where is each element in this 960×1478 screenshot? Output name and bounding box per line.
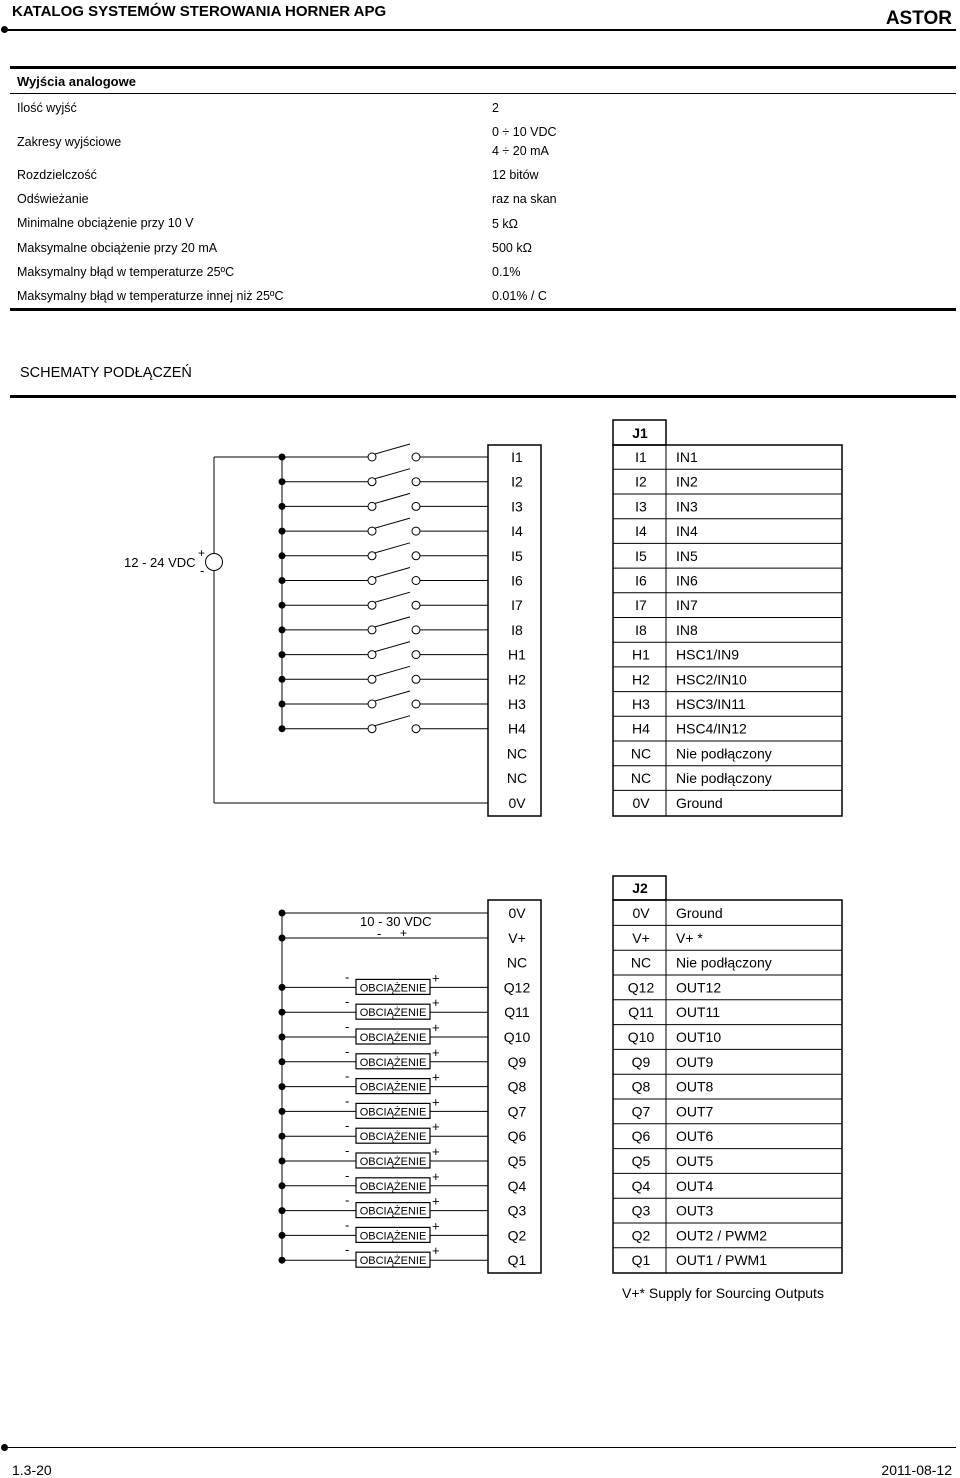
output-load-plus: + — [432, 1243, 440, 1259]
j2-supply-label: 10 - 30 VDC — [360, 914, 432, 929]
j1-table-pin: I1 — [635, 449, 647, 465]
input-1-switch-contact-a — [368, 453, 376, 461]
input-11-switch-contact-a — [368, 700, 376, 708]
j2-table-pin: Q10 — [627, 1029, 655, 1045]
input-10-switch-contact-b — [412, 675, 420, 683]
j2-table-function: V+ * — [676, 929, 703, 946]
j2-supply-node-vplus — [279, 935, 286, 942]
output-load-label: OBCIĄŻENIE — [359, 1180, 427, 1193]
input-8-switch-lever — [375, 617, 410, 627]
j1-terminal-pin: NC — [506, 770, 528, 787]
output-load-minus: - — [345, 1242, 350, 1258]
j1-terminal-pin: H2 — [508, 671, 526, 688]
j1-table-pin: H3 — [632, 696, 650, 712]
spec-label-resolution: Rozdzielczość — [17, 168, 97, 182]
input-10-switch-contact-a — [368, 675, 376, 683]
footer-rule-dot — [1, 1444, 8, 1451]
spec-value-min-load: 5 kΩ — [492, 217, 519, 231]
footer-rule — [4, 1447, 956, 1448]
spec-value-max-error-other: 0.01% / C — [492, 289, 547, 303]
output-load-label: OBCIĄŻENIE — [359, 1255, 427, 1268]
input-6-switch-contact-b — [412, 577, 420, 585]
input-5-junction — [279, 552, 286, 559]
j2-terminal-pin: Q2 — [507, 1227, 527, 1244]
j2-terminal-pin: Q12 — [503, 979, 531, 996]
j1-table-pin: I7 — [635, 597, 647, 614]
j2-table-function: OUT2 / PWM2 — [676, 1227, 768, 1244]
j2-terminal-pin: Q6 — [507, 1128, 527, 1145]
j1-table-function: HSC2/IN10 — [676, 671, 747, 688]
j1-table-pin: H1 — [632, 646, 650, 663]
input-12-switch-contact-b — [412, 725, 420, 733]
input-4-junction — [279, 528, 286, 535]
j1-table-function: IN8 — [676, 621, 698, 638]
j2-terminal-pin: NC — [506, 954, 528, 971]
spec-label-max-error-25: Maksymalny błąd w temperaturze 25ºC — [17, 265, 235, 279]
output-load-label: OBCIĄŻENIE — [359, 1106, 427, 1119]
j2-terminal-pin: Q5 — [507, 1153, 527, 1169]
j1-table-pin: I4 — [635, 523, 647, 540]
input-5-switch-contact-a — [368, 552, 376, 560]
j2-table-function: OUT11 — [676, 1004, 721, 1021]
spec-value-output-range-voltage: 0 ÷ 10 VDC — [492, 125, 557, 139]
j1-table-function: HSC1/IN9 — [676, 646, 740, 663]
j1-table-pin: I6 — [635, 572, 647, 589]
j2-supply-plus: + — [400, 926, 408, 940]
j2-table-pin: Q2 — [631, 1227, 651, 1244]
input-2-junction — [279, 478, 286, 485]
j1-table-function: IN4 — [676, 523, 698, 540]
output-load-label: OBCIĄŻENIE — [359, 1230, 427, 1243]
j2-table-pin: Q5 — [631, 1153, 651, 1169]
j1-terminal-pin: I7 — [511, 597, 523, 614]
input-12-switch-contact-a — [368, 725, 376, 733]
j1-table-function: HSC4/IN12 — [676, 720, 747, 737]
j1-table-pin: 0V — [632, 794, 650, 811]
j2-table-pin: Q6 — [631, 1128, 651, 1145]
j2-table-function: OUT8 — [676, 1078, 714, 1095]
j2-table-function: OUT12 — [676, 979, 722, 996]
j2-table-function: OUT5 — [676, 1153, 714, 1169]
output-load-label: OBCIĄŻENIE — [359, 1205, 427, 1218]
j1-terminal-pin: NC — [506, 745, 528, 762]
j2-terminal-pin: Q8 — [507, 1078, 527, 1095]
input-5-switch-contact-b — [412, 552, 420, 560]
output-load-label: OBCIĄŻENIE — [359, 982, 427, 995]
j1-table-pin: H2 — [632, 671, 650, 688]
spec-label-min-load: Minimalne obciążenie przy 10 V — [17, 216, 194, 230]
input-6-junction — [279, 577, 286, 584]
j1-table-pin: NC — [630, 770, 652, 787]
j1-supply-label: 12 - 24 VDC — [124, 555, 196, 570]
j2-table-function: OUT9 — [676, 1053, 714, 1070]
j1-table-function: IN1 — [676, 449, 698, 465]
j1-table-function: IN2 — [676, 473, 698, 490]
input-11-junction — [279, 701, 286, 708]
output-load-minus: - — [345, 1217, 350, 1233]
j1-table-pin: I5 — [635, 547, 647, 564]
brand-name: ASTOR — [885, 8, 952, 29]
j2-terminal-pin: Q3 — [507, 1202, 527, 1219]
output-load-plus: + — [432, 1193, 440, 1209]
output-load-minus: - — [345, 1019, 350, 1034]
input-11-switch-lever — [375, 691, 410, 701]
j1-supply-minus: - — [200, 563, 205, 578]
input-12-junction — [279, 725, 286, 732]
output-load-plus: + — [432, 1168, 440, 1184]
j1-table-function: IN3 — [676, 498, 698, 515]
j1-terminal-pin: I5 — [511, 547, 523, 564]
output-load-minus: - — [345, 1143, 350, 1158]
j1-table-pin: I2 — [635, 473, 647, 490]
spec-label-max-error-other: Maksymalny błąd w temperaturze innej niż 25ºC — [17, 289, 284, 303]
schematics-title: SCHEMATY PODŁĄCZEŃ — [20, 365, 192, 381]
j2-table-pin: Q12 — [627, 979, 655, 996]
output-load-minus: - — [345, 1093, 350, 1109]
j2-terminal-pin: V+ — [508, 929, 526, 946]
j2-table-function: OUT6 — [676, 1128, 714, 1145]
input-9-junction — [279, 651, 286, 658]
j1-table-function: IN5 — [676, 547, 698, 564]
j2-terminal-pin: 0V — [508, 905, 526, 921]
input-12-switch-lever — [375, 716, 410, 726]
input-2-switch-contact-a — [368, 478, 376, 486]
spec-value-outputs-count: 2 — [492, 101, 499, 115]
input-3-switch-contact-a — [368, 502, 376, 510]
j2-table-pin: 0V — [632, 905, 650, 921]
output-load-label: OBCIĄŻENIE — [359, 1032, 427, 1044]
j2-terminal-pin: Q7 — [507, 1103, 527, 1120]
j2-terminal-pin: Q11 — [504, 1004, 530, 1021]
output-load-plus: + — [432, 1069, 440, 1085]
spec-label-outputs-count: Ilość wyjść — [17, 101, 77, 115]
output-load-minus: - — [345, 1167, 350, 1183]
j2-supply-node-0v — [279, 910, 286, 917]
j2-table-function: OUT7 — [676, 1103, 714, 1120]
j2-table-pin: Q7 — [631, 1103, 651, 1120]
input-7-switch-contact-b — [412, 601, 420, 609]
j2-table-pin: Q8 — [631, 1078, 651, 1095]
input-4-switch-contact-b — [412, 527, 420, 535]
input-9-switch-contact-b — [412, 651, 420, 659]
j1-bus-top-junction — [279, 454, 286, 461]
j2-table-pin: Q9 — [631, 1053, 651, 1070]
input-6-switch-contact-a — [368, 577, 376, 585]
output-load-plus: + — [432, 1144, 440, 1159]
output-load-plus: + — [432, 995, 440, 1011]
input-5-switch-lever — [375, 543, 410, 553]
j2-table-function: OUT10 — [676, 1029, 722, 1045]
spec-label-max-load: Maksymalne obciążenie przy 20 mA — [17, 241, 218, 255]
output-load-plus: + — [432, 970, 440, 986]
j2-table-function: Ground — [676, 905, 723, 921]
spec-value-max-error-25: 0.1% — [492, 265, 521, 279]
input-3-switch-lever — [375, 493, 410, 503]
input-9-switch-lever — [375, 642, 410, 652]
j1-terminal-pin: I6 — [511, 572, 523, 589]
j1-supply-plus: + — [198, 546, 206, 560]
input-6-switch-lever — [375, 568, 410, 578]
input-4-switch-lever — [375, 518, 410, 528]
j1-table-pin: NC — [630, 745, 652, 762]
j2-table-function: OUT1 / PWM1 — [676, 1252, 768, 1269]
spec-value-refresh: raz na skan — [492, 192, 557, 206]
input-9-switch-contact-a — [368, 651, 376, 659]
j1-terminal-pin: I2 — [511, 473, 523, 490]
j1-terminal-pin: 0V — [508, 794, 526, 811]
input-11-switch-contact-b — [412, 700, 420, 708]
j2-supply-minus: - — [377, 926, 382, 941]
j2-supply-note: V+* Supply for Sourcing Outputs — [622, 1285, 824, 1301]
j2-terminal-pin: Q9 — [507, 1053, 527, 1070]
j1-terminal-pin: H4 — [508, 720, 526, 737]
output-load-plus: + — [432, 1119, 440, 1135]
input-4-switch-contact-a — [368, 527, 376, 535]
j1-terminal-pin: H1 — [508, 646, 526, 663]
output-load-label: OBCIĄŻENIE — [359, 1156, 427, 1168]
j2-table-function: OUT3 — [676, 1202, 714, 1219]
input-8-junction — [279, 626, 286, 633]
j1-terminal-pin: H3 — [508, 696, 526, 712]
spec-label-output-ranges: Zakresy wyjściowe — [17, 135, 122, 149]
j2-table-pin: V+ — [632, 929, 650, 946]
j2-table-function: OUT4 — [676, 1177, 714, 1194]
j1-table-function: Nie podłączony — [676, 770, 772, 787]
input-1-switch-contact-b — [412, 453, 420, 461]
j2-table-pin: Q3 — [631, 1202, 651, 1219]
j2-table-function: Nie podłączony — [676, 954, 772, 971]
page-number: 1.3-20 — [12, 1462, 52, 1478]
j1-table-function: HSC3/IN11 — [676, 696, 746, 712]
spec-value-output-range-current: 4 ÷ 20 mA — [492, 144, 549, 158]
output-load-minus: - — [345, 1118, 350, 1134]
j1-terminal-pin: I3 — [511, 498, 523, 515]
spec-value-max-load: 500 kΩ — [492, 241, 532, 255]
input-7-switch-lever — [375, 592, 410, 602]
output-load-plus: + — [432, 1218, 440, 1234]
output-load-minus: - — [345, 969, 350, 985]
j2-table-pin: Q4 — [631, 1177, 651, 1194]
j1-supply-source-icon — [206, 554, 223, 571]
output-load-minus: - — [345, 1068, 350, 1084]
spec-label-refresh: Odświeżanie — [17, 192, 89, 206]
output-load-plus: + — [432, 1020, 440, 1035]
j1-table-function: Ground — [676, 794, 723, 811]
j2-header: J2 — [632, 880, 648, 896]
input-7-junction — [279, 602, 286, 609]
input-2-switch-lever — [375, 469, 410, 479]
output-load-label: OBCIĄŻENIE — [359, 1131, 427, 1144]
output-load-minus: - — [345, 1043, 350, 1059]
j1-table-function: Nie podłączony — [676, 745, 772, 762]
j2-table-pin: NC — [630, 954, 652, 971]
output-load-label: OBCIĄŻENIE — [359, 1056, 427, 1069]
j2-table-pin: Q1 — [631, 1252, 651, 1269]
output-load-minus: - — [345, 1192, 350, 1208]
j1-table-pin: I3 — [635, 498, 647, 515]
input-3-switch-contact-b — [412, 502, 420, 510]
j1-terminal-pin: I8 — [511, 621, 523, 638]
input-10-switch-lever — [375, 666, 410, 676]
input-8-switch-contact-b — [412, 626, 420, 634]
catalog-title: KATALOG SYSTEMÓW STEROWANIA HORNER APG — [12, 3, 387, 20]
output-load-plus: + — [432, 1094, 440, 1110]
j1-table-function: IN6 — [676, 572, 698, 589]
input-1-switch-lever — [375, 444, 410, 454]
input-10-junction — [279, 676, 286, 683]
j1-table-function: IN7 — [676, 597, 698, 614]
output-load-minus: - — [345, 994, 350, 1010]
analog-outputs-title: Wyjścia analogowe — [17, 74, 136, 89]
j1-table-pin: H4 — [632, 720, 650, 737]
output-load-label: OBCIĄŻENIE — [359, 1081, 427, 1094]
j1-terminal-pin: I4 — [511, 523, 523, 540]
input-3-junction — [279, 503, 286, 510]
j2-terminal-pin: Q10 — [503, 1029, 531, 1045]
j1-header: J1 — [632, 425, 648, 441]
j2-table-pin: Q11 — [628, 1004, 654, 1021]
input-7-switch-contact-a — [368, 601, 376, 609]
j1-terminal-pin: I1 — [511, 449, 523, 465]
output-load-plus: + — [432, 1044, 440, 1060]
input-2-switch-contact-b — [412, 478, 420, 486]
j1-table-pin: I8 — [635, 621, 647, 638]
input-8-switch-contact-a — [368, 626, 376, 634]
output-load-label: OBCIĄŻENIE — [359, 1007, 427, 1020]
publication-date: 2011-08-12 — [881, 1462, 952, 1478]
spec-value-resolution: 12 bitów — [492, 168, 539, 182]
j2-terminal-pin: Q1 — [507, 1252, 527, 1269]
j2-terminal-pin: Q4 — [507, 1177, 527, 1194]
